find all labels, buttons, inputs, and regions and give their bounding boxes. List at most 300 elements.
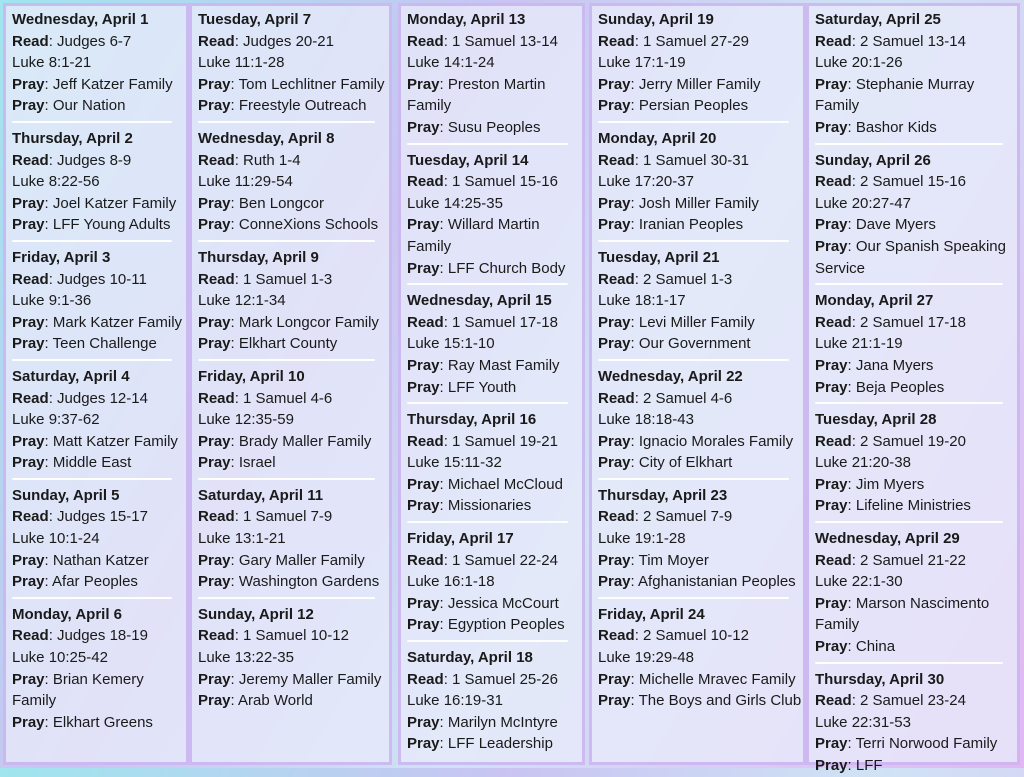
read-line-label: Read — [815, 313, 852, 331]
read-line: Read: 2 Samuel 7-9 — [598, 508, 733, 526]
read-line-value: 1 Samuel 25-26 — [452, 670, 558, 688]
luke-passage: Luke 13:1-21 — [198, 530, 286, 548]
read-line: Read: 1 Samuel 22-24 — [407, 551, 558, 569]
day-entry — [407, 9, 582, 139]
pray-topic-line-label: Pray — [407, 378, 440, 396]
pray-person-line-label: Pray — [12, 75, 45, 93]
luke-passage: Luke 18:18-43 — [598, 411, 694, 429]
read-line-label: Read — [815, 551, 852, 569]
pray-topic-line: Pray: Missionaries — [407, 497, 532, 515]
day-entry — [598, 247, 803, 355]
luke-passage: Luke 10:1-24 — [12, 530, 100, 548]
pray-person-line-label: Pray — [407, 594, 440, 612]
read-line-value: Ruth 1-4 — [243, 151, 301, 169]
column-1 — [3, 3, 189, 765]
entry-divider — [815, 143, 1003, 145]
read-line: Read: Judges 6-7 — [12, 32, 132, 50]
pray-topic-line: Pray: Persian Peoples — [598, 97, 749, 115]
pray-topic-line: Pray: Washington Gardens — [198, 573, 380, 591]
read-line-label: Read — [198, 32, 235, 50]
pray-person-line-label: Pray — [198, 313, 231, 331]
read-line: Read: Judges 10-11 — [12, 270, 147, 288]
column-2 — [189, 3, 392, 765]
pray-person-line-label: Pray — [598, 551, 631, 569]
day-entry — [598, 604, 803, 712]
day-entry — [407, 150, 582, 280]
read-line-value: 1 Samuel 7-9 — [243, 508, 333, 526]
day-date: Friday, April 17 — [407, 530, 514, 548]
pray-person-line: Pray: Marson Nascimento Family — [815, 594, 990, 634]
entry-divider — [198, 121, 375, 123]
pray-person-line-label: Pray — [12, 551, 45, 569]
pray-topic-line-label: Pray — [598, 335, 631, 353]
read-line-label: Read — [407, 173, 444, 191]
read-line-label: Read — [598, 508, 635, 526]
read-line-value: 2 Samuel 7-9 — [643, 508, 733, 526]
day-entry — [598, 128, 803, 236]
pray-topic-line-value: Afghanistanian Peoples — [638, 573, 796, 591]
entry-divider — [407, 521, 568, 523]
pray-person-line: Pray: Jerry Miller Family — [598, 75, 761, 93]
luke-passage: Luke 22:31-53 — [815, 713, 911, 731]
pray-topic-line: Pray: LFF Leadership — [407, 735, 553, 753]
pray-topic-line-label: Pray — [598, 573, 631, 591]
read-line-value: Judges 8-9 — [57, 151, 132, 169]
read-line-value: 2 Samuel 10-12 — [643, 627, 749, 645]
read-line-value: Judges 18-19 — [57, 627, 148, 645]
pray-person-line-value: Stephanie Murray Family — [815, 75, 975, 115]
pray-topic-line-label: Pray — [198, 692, 231, 710]
pray-topic-line-label: Pray — [598, 216, 631, 234]
day-date: Tuesday, April 7 — [198, 11, 312, 28]
pray-person-line-value: Terri Norwood Family — [855, 735, 998, 753]
pray-person-line-value: Gary Maller Family — [238, 551, 365, 569]
pray-topic-line-label: Pray — [407, 259, 440, 277]
pray-person-line: Pray: Ray Mast Family — [407, 356, 560, 374]
pray-topic-line-value: Persian Peoples — [638, 97, 749, 115]
pray-topic-line: Pray: Elkhart Greens — [12, 713, 153, 731]
pray-person-line-label: Pray — [598, 313, 631, 331]
day-entry — [407, 647, 582, 755]
read-line: Read: 2 Samuel 17-18 — [815, 313, 966, 331]
read-line: Read: 1 Samuel 13-14 — [407, 32, 558, 50]
day-entry — [815, 409, 1017, 517]
pray-topic-line-label: Pray — [815, 638, 848, 656]
entry-divider — [198, 240, 375, 242]
pray-person-line-value: Brady Maller Family — [238, 432, 372, 450]
read-line-label: Read — [12, 270, 49, 288]
pray-person-line-value: Marson Nascimento Family — [815, 594, 990, 634]
day-date: Wednesday, April 22 — [598, 367, 743, 385]
day-entry — [407, 528, 582, 636]
read-line-label: Read — [407, 551, 444, 569]
pray-person-line-label: Pray — [598, 194, 631, 212]
pray-topic-line-value: Our Nation — [52, 97, 126, 115]
read-line: Read: 2 Samuel 19-20 — [815, 432, 966, 450]
read-line-value: 1 Samuel 1-3 — [243, 270, 333, 288]
pray-topic-line-value: Middle East — [52, 454, 132, 472]
entry-divider — [12, 359, 172, 361]
pray-topic-line-value: Teen Challenge — [52, 335, 157, 353]
pray-person-line: Pray: Nathan Katzer — [12, 551, 149, 569]
entry-divider — [815, 662, 1003, 664]
pray-person-line-value: Ray Mast Family — [447, 356, 560, 374]
pray-topic-line: Pray: Bashor Kids — [815, 118, 937, 136]
luke-passage: Luke 13:22-35 — [198, 649, 294, 667]
entry-divider — [12, 597, 172, 599]
day-date: Tuesday, April 14 — [407, 151, 529, 169]
entry-divider — [598, 240, 789, 242]
day-entry — [407, 290, 582, 398]
read-line: Read: 2 Samuel 4-6 — [598, 389, 733, 407]
luke-passage: Luke 14:1-24 — [407, 54, 495, 72]
day-date: Monday, April 6 — [12, 605, 123, 623]
pray-person-line: Pray: Terri Norwood Family — [815, 735, 998, 753]
day-entry — [198, 485, 389, 593]
pray-person-line-value: Marilyn McIntyre — [447, 713, 558, 731]
read-line-value: 1 Samuel 22-24 — [452, 551, 558, 569]
entry-divider — [407, 143, 568, 145]
luke-passage: Luke 21:20-38 — [815, 454, 911, 472]
luke-passage: Luke 9:1-36 — [12, 292, 92, 310]
read-line: Read: 2 Samuel 1-3 — [598, 270, 733, 288]
read-line-label: Read — [407, 670, 444, 688]
pray-topic-line-value: Egyption Peoples — [447, 616, 565, 634]
day-date: Tuesday, April 28 — [815, 411, 937, 429]
column-5 — [806, 3, 1020, 774]
pray-topic-line-value: China — [855, 638, 896, 656]
read-line: Read: Judges 15-17 — [12, 508, 148, 526]
read-line-label: Read — [598, 151, 635, 169]
pray-person-line: Pray: Stephanie Murray Family — [815, 75, 975, 115]
read-line-label: Read — [198, 627, 235, 645]
read-line: Read: 1 Samuel 10-12 — [198, 627, 349, 645]
pray-topic-line-label: Pray — [815, 757, 848, 774]
day-entry — [12, 366, 186, 474]
pray-person-line: Pray: Michael McCloud — [407, 475, 563, 493]
pray-topic-line-value: ConneXions Schools — [238, 216, 379, 234]
day-entry — [815, 528, 1017, 658]
day-date: Sunday, April 26 — [815, 151, 931, 169]
pray-person-line-value: Michelle Mravec Family — [638, 670, 796, 688]
luke-passage: Luke 19:29-48 — [598, 649, 694, 667]
pray-person-line: Pray: Preston Martin Family — [407, 75, 546, 115]
pray-topic-line: Pray: Susu Peoples — [407, 118, 541, 136]
read-line-value: Judges 20-21 — [243, 32, 334, 50]
luke-passage: Luke 20:1-26 — [815, 54, 903, 72]
pray-topic-line: Pray: ConneXions Schools — [198, 216, 379, 234]
pray-person-line-label: Pray — [815, 735, 848, 753]
read-line-label: Read — [407, 432, 444, 450]
pray-person-line-value: Nathan Katzer — [52, 551, 149, 569]
entry-divider — [198, 597, 375, 599]
pray-person-line-value: Levi Miller Family — [638, 313, 755, 331]
entry-divider — [407, 640, 568, 642]
pray-topic-line-value: LFF Youth — [447, 378, 517, 396]
read-line: Read: 2 Samuel 10-12 — [598, 627, 749, 645]
pray-topic-line: Pray: LFF Young Adults — [12, 216, 171, 234]
day-date: Friday, April 3 — [12, 248, 111, 266]
read-line: Read: Judges 12-14 — [12, 389, 148, 407]
pray-topic-line-label: Pray — [12, 573, 45, 591]
pray-topic-line-label: Pray — [407, 735, 440, 753]
read-line-value: 2 Samuel 17-18 — [860, 313, 966, 331]
pray-topic-line-label: Pray — [198, 216, 231, 234]
pray-topic-line-value: Freestyle Outreach — [238, 97, 367, 115]
pray-person-line-label: Pray — [815, 356, 848, 374]
pray-person-line-label: Pray — [12, 670, 45, 688]
pray-person-line: Pray: Jana Myers — [815, 356, 934, 374]
day-entry — [198, 9, 389, 117]
read-line: Read: 1 Samuel 1-3 — [198, 270, 333, 288]
pray-person-line-label: Pray — [198, 194, 231, 212]
day-date: Saturday, April 18 — [407, 649, 533, 667]
read-line-label: Read — [12, 151, 49, 169]
pray-topic-line-value: Our Government — [638, 335, 751, 353]
luke-passage: Luke 12:35-59 — [198, 411, 294, 429]
pray-person-line-value: Jeremy Maller Family — [238, 670, 382, 688]
pray-person-line: Pray: Mark Longcor Family — [198, 313, 379, 331]
luke-passage: Luke 17:1-19 — [598, 54, 686, 72]
pray-topic-line-label: Pray — [198, 335, 231, 353]
pray-person-line: Pray: Jessica McCourt — [407, 594, 559, 612]
pray-topic-line-value: LFF Church Body — [447, 259, 566, 277]
luke-passage: Luke 15:1-10 — [407, 335, 495, 353]
read-line: Read: Judges 20-21 — [198, 32, 334, 50]
day-entry — [198, 366, 389, 474]
pray-person-line: Pray: Matt Katzer Family — [12, 432, 178, 450]
read-line-label: Read — [598, 270, 635, 288]
luke-passage: Luke 9:37-62 — [12, 411, 100, 429]
pray-person-line-value: Michael McCloud — [447, 475, 563, 493]
read-line-label: Read — [198, 270, 235, 288]
day-entry — [815, 669, 1017, 777]
pray-person-line-value: Preston Martin Family — [407, 75, 546, 115]
pray-person-line-value: Tom Lechlitner Family — [238, 75, 385, 93]
read-line: Read: Judges 8-9 — [12, 151, 132, 169]
pray-topic-line: Pray: Our Nation — [12, 97, 126, 115]
pray-topic-line-label: Pray — [598, 97, 631, 115]
day-date: Sunday, April 19 — [598, 11, 714, 28]
pray-person-line-value: Joel Katzer Family — [52, 194, 177, 212]
pray-topic-line-label: Pray — [12, 97, 45, 115]
pray-topic-line: Pray: Lifeline Ministries — [815, 497, 971, 515]
pray-topic-line-label: Pray — [198, 573, 231, 591]
pray-person-line: Pray: Jim Myers — [815, 475, 925, 493]
pray-person-line: Pray: Jeff Katzer Family — [12, 75, 173, 93]
read-line-value: 1 Samuel 17-18 — [452, 313, 558, 331]
pray-topic-line: Pray: City of Elkhart — [598, 454, 733, 472]
read-line: Read: 1 Samuel 17-18 — [407, 313, 558, 331]
entry-divider — [815, 402, 1003, 404]
pray-topic-line: Pray: Arab World — [198, 692, 313, 710]
luke-passage: Luke 11:29-54 — [198, 173, 293, 191]
pray-person-line-label: Pray — [407, 475, 440, 493]
read-line: Read: 2 Samuel 13-14 — [815, 32, 966, 50]
pray-topic-line-value: LFF Young Adults — [52, 216, 171, 234]
day-entry — [815, 9, 1017, 139]
day-entry — [198, 247, 389, 355]
read-line: Read: 1 Samuel 27-29 — [598, 32, 749, 50]
pray-topic-line-label: Pray — [815, 378, 848, 396]
read-line-label: Read — [12, 32, 49, 50]
entry-divider — [407, 402, 568, 404]
day-entry — [12, 247, 186, 355]
read-line-value: 2 Samuel 19-20 — [860, 432, 966, 450]
day-date: Saturday, April 25 — [815, 11, 941, 28]
column-3 — [398, 3, 585, 765]
luke-passage: Luke 18:1-17 — [598, 292, 686, 310]
read-line-value: 2 Samuel 15-16 — [860, 173, 966, 191]
read-line-value: Judges 10-11 — [57, 270, 147, 288]
day-date: Thursday, April 16 — [407, 411, 537, 429]
day-date: Sunday, April 12 — [198, 605, 314, 623]
pray-topic-line: Pray: Teen Challenge — [12, 335, 157, 353]
pray-person-line-value: Mark Katzer Family — [52, 313, 183, 331]
luke-passage: Luke 16:1-18 — [407, 573, 495, 591]
entry-divider — [598, 359, 789, 361]
pray-topic-line-value: Iranian Peoples — [638, 216, 744, 234]
read-line-label: Read — [198, 151, 235, 169]
pray-topic-line-label: Pray — [407, 118, 440, 136]
day-date: Wednesday, April 8 — [198, 129, 335, 147]
day-entry — [598, 485, 803, 593]
day-date: Thursday, April 30 — [815, 670, 945, 688]
pray-topic-line-value: Afar Peoples — [52, 573, 138, 591]
pray-person-line-label: Pray — [407, 216, 440, 234]
pray-topic-line-value: LFF Leadership — [447, 735, 553, 753]
luke-passage: Luke 8:22-56 — [12, 173, 100, 191]
pray-person-line-value: Brian Kemery Family — [12, 670, 144, 710]
day-date: Friday, April 24 — [598, 605, 705, 623]
read-line: Read: 1 Samuel 25-26 — [407, 670, 558, 688]
pray-person-line-value: Jeff Katzer Family — [52, 75, 173, 93]
read-line: Read: 1 Samuel 7-9 — [198, 508, 333, 526]
pray-topic-line-label: Pray — [598, 692, 631, 710]
pray-topic-line-label: Pray — [407, 497, 440, 515]
pray-topic-line-value: Washington Gardens — [238, 573, 380, 591]
luke-passage: Luke 12:1-34 — [198, 292, 286, 310]
read-line: Read: Judges 18-19 — [12, 627, 148, 645]
pray-topic-line: Pray: LFF Youth — [407, 378, 517, 396]
luke-passage: Luke 20:27-47 — [815, 194, 911, 212]
pray-person-line: Pray: Tim Moyer — [598, 551, 709, 569]
pray-person-line-label: Pray — [198, 432, 231, 450]
pray-person-line-value: Mark Longcor Family — [238, 313, 379, 331]
pray-person-line-value: Jim Myers — [855, 475, 925, 493]
pray-person-line-label: Pray — [12, 432, 45, 450]
day-entry — [815, 150, 1017, 280]
pray-topic-line: Pray: Beja Peoples — [815, 378, 945, 396]
luke-passage: Luke 21:1-19 — [815, 335, 903, 353]
luke-passage: Luke 17:20-37 — [598, 173, 694, 191]
pray-person-line-label: Pray — [598, 432, 631, 450]
day-date: Saturday, April 11 — [198, 486, 324, 504]
entry-divider — [12, 240, 172, 242]
entry-divider — [598, 121, 789, 123]
column-4 — [589, 3, 806, 765]
read-line: Read: 1 Samuel 19-21 — [407, 432, 558, 450]
pray-topic-line: Pray: Middle East — [12, 454, 132, 472]
pray-person-line: Pray: Mark Katzer Family — [12, 313, 183, 331]
pray-topic-line: Pray: Egyption Peoples — [407, 616, 565, 634]
day-date: Thursday, April 23 — [598, 486, 728, 504]
luke-passage: Luke 11:1-28 — [198, 54, 285, 72]
luke-passage: Luke 14:25-35 — [407, 194, 503, 212]
day-date: Monday, April 27 — [815, 292, 934, 310]
pray-person-line: Pray: Willard Martin Family — [407, 216, 540, 255]
read-line-value: 1 Samuel 15-16 — [452, 173, 558, 191]
pray-person-line-value: Tim Moyer — [638, 551, 709, 569]
pray-topic-line: Pray: The Boys and Girls Club — [598, 692, 802, 710]
pray-topic-line-label: Pray — [12, 216, 45, 234]
pray-topic-line-label: Pray — [815, 497, 848, 515]
pray-person-line-label: Pray — [815, 216, 848, 234]
pray-topic-line-label: Pray — [12, 713, 45, 731]
luke-passage: Luke 22:1-30 — [815, 573, 903, 591]
pray-person-line: Pray: Ben Longcor — [198, 194, 324, 212]
pray-topic-line: Pray: Iranian Peoples — [598, 216, 744, 234]
entry-divider — [12, 478, 172, 480]
pray-person-line-label: Pray — [815, 75, 848, 93]
read-line-value: Judges 12-14 — [57, 389, 148, 407]
day-entry — [198, 128, 389, 236]
pray-person-line-label: Pray — [407, 75, 440, 93]
read-line: Read: 2 Samuel 15-16 — [815, 173, 966, 191]
pray-topic-line: Pray: Afghanistanian Peoples — [598, 573, 796, 591]
read-line-value: 2 Samuel 23-24 — [860, 692, 966, 710]
luke-passage: Luke 19:1-28 — [598, 530, 686, 548]
pray-person-line-label: Pray — [598, 670, 631, 688]
pray-topic-line-value: Arab World — [238, 692, 313, 710]
entry-divider — [198, 359, 375, 361]
pray-topic-line: Pray: Our Government — [598, 335, 751, 353]
read-line-value: 2 Samuel 13-14 — [860, 32, 966, 50]
pray-topic-line-label: Pray — [815, 118, 848, 136]
day-date: Wednesday, April 1 — [12, 11, 149, 28]
pray-topic-line: Pray: LFF — [815, 757, 883, 774]
luke-passage: Luke 16:19-31 — [407, 692, 503, 710]
pray-person-line-value: Ben Longcor — [238, 194, 324, 212]
pray-topic-line-value: Lifeline Ministries — [855, 497, 971, 515]
pray-topic-line-label: Pray — [12, 335, 45, 353]
pray-topic-line: Pray: Afar Peoples — [12, 573, 138, 591]
day-entry — [12, 9, 186, 117]
read-line-value: 1 Samuel 27-29 — [643, 32, 749, 50]
pray-person-line-label: Pray — [12, 194, 45, 212]
day-date: Wednesday, April 15 — [407, 292, 552, 310]
read-line-label: Read — [598, 32, 635, 50]
read-line-label: Read — [407, 313, 444, 331]
day-entry — [198, 604, 389, 712]
pray-topic-line-value: Elkhart Greens — [52, 713, 153, 731]
pray-person-line: Pray: Gary Maller Family — [198, 551, 365, 569]
pray-person-line-label: Pray — [815, 594, 848, 612]
read-line-value: Judges 15-17 — [57, 508, 148, 526]
entry-divider — [598, 478, 789, 480]
pray-person-line-value: Jessica McCourt — [447, 594, 559, 612]
pray-person-line: Pray: Michelle Mravec Family — [598, 670, 796, 688]
day-entry — [12, 128, 186, 236]
read-line-value: 1 Samuel 13-14 — [452, 32, 558, 50]
day-date: Monday, April 20 — [598, 129, 717, 147]
day-entry — [815, 290, 1017, 398]
pray-topic-line-value: Israel — [238, 454, 276, 472]
read-line-value: 2 Samuel 21-22 — [860, 551, 966, 569]
pray-person-line: Pray: Jeremy Maller Family — [198, 670, 382, 688]
day-date: Tuesday, April 21 — [598, 248, 720, 266]
read-line-label: Read — [815, 173, 852, 191]
